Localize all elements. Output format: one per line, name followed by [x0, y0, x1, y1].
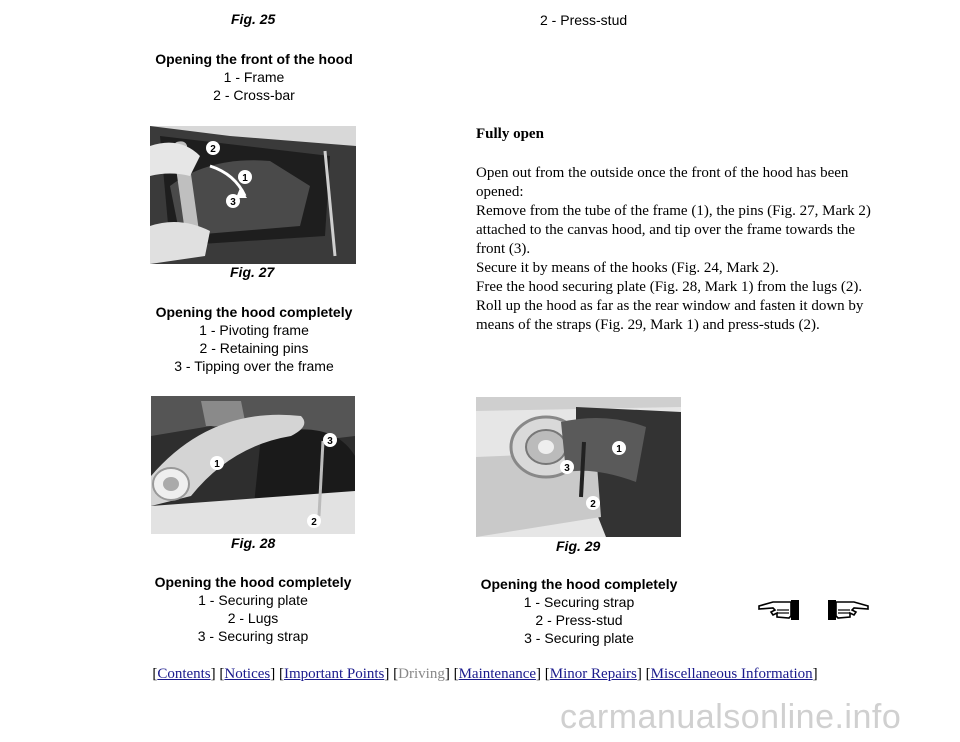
fig-27-caption — [140, 303, 368, 375]
body-line: Remove from the tube of the frame (1), the pins (Fig. 27, Mark 2) — [476, 203, 871, 219]
fig-29-caption-item: 1 - Securing strap — [523, 594, 635, 610]
fig-27-caption-item: 1 - Pivoting frame — [199, 322, 309, 338]
nav-link-minor-repairs[interactable]: Minor Repairs — [549, 666, 637, 682]
fig-25-caption-item: 1 - Frame — [223, 69, 285, 85]
body-line: means of the straps (Fig. 29, Mark 1) and press-studs (2). — [476, 317, 820, 333]
fig-29-caption-item: 2 - Press-stud — [535, 612, 623, 628]
next-page-button[interactable] — [822, 594, 872, 624]
nav-link-notices[interactable]: Notices — [224, 666, 271, 682]
fig-27-marker: 1 — [242, 173, 248, 184]
fig-29-caption-title: Opening the hood completely — [480, 576, 678, 592]
nav-link-misc-info[interactable]: Miscellaneous Information — [650, 666, 813, 682]
fig-29-photo — [476, 397, 681, 537]
fig-28-photo — [151, 396, 355, 534]
fig-28-illustration — [151, 396, 355, 534]
nav-current-driving: Driving — [398, 666, 445, 682]
fig-29-label: Fig. 29 — [556, 538, 601, 554]
fig-25-label: Fig. 25 — [231, 11, 276, 27]
fig-29-marker: 1 — [616, 444, 622, 455]
fig-28-caption-item: 3 - Securing strap — [197, 628, 309, 644]
body-line: attached to the canvas hood, and tip over the frame towards the — [476, 222, 856, 238]
body-line: Secure it by means of the hooks (Fig. 24, Mark 2). — [476, 260, 779, 276]
body-paragraph — [476, 164, 916, 335]
previous-page-button[interactable] — [755, 594, 805, 624]
body-line: opened: — [476, 184, 524, 200]
section-heading: Fully open — [476, 126, 544, 142]
fig-28-caption-item: 1 - Securing plate — [198, 592, 308, 608]
fig-28-label: Fig. 28 — [231, 535, 276, 551]
nav-link-maintenance[interactable]: Maintenance — [458, 666, 537, 682]
fig-27-caption-item: 3 - Tipping over the frame — [174, 358, 334, 374]
fig-27-marker: 2 — [210, 144, 216, 155]
fig-27-illustration — [150, 126, 356, 264]
fig-28-caption — [140, 573, 366, 645]
fig-27-photo — [150, 126, 356, 264]
fig-25-caption — [140, 50, 368, 104]
fig-27-marker: 3 — [230, 197, 236, 208]
fig-28-marker: 3 — [327, 436, 333, 447]
fig-29-caption — [466, 575, 692, 647]
fig-25-caption-item: 2 - Cross-bar — [213, 87, 295, 103]
nav-link-contents[interactable]: Contents — [157, 666, 211, 682]
fig-29-marker: 2 — [590, 499, 596, 510]
fig-28-caption-title: Opening the hood completely — [154, 574, 352, 590]
fig-27-caption-item: 2 - Retaining pins — [199, 340, 309, 356]
fig-28-marker: 1 — [214, 459, 220, 470]
fig-29-marker: 3 — [564, 463, 570, 474]
fig-29-caption-item: 3 - Securing plate — [524, 630, 634, 646]
fig-27-label: Fig. 27 — [230, 264, 275, 280]
press-stud-caption: 2 - Press-stud — [540, 12, 628, 28]
pointing-hand-right-icon — [822, 594, 872, 624]
body-line: Roll up the hood as far as the rear window and fasten it down by — [476, 298, 864, 314]
bottom-navigation: [Contents] [Notices] [Important Points] [Driving] [Maintenance] [Minor Repairs] [Miscellaneous Information] — [152, 666, 818, 682]
watermark: carmanualsonline.info — [560, 698, 902, 736]
fig-27-caption-title: Opening the hood completely — [155, 304, 353, 320]
body-line: front (3). — [476, 241, 531, 257]
fig-28-caption-item: 2 - Lugs — [227, 610, 279, 626]
body-line: Open out from the outside once the front of the hood has been — [476, 165, 849, 181]
fig-28-marker: 2 — [311, 517, 317, 528]
fig-25-caption-title: Opening the front of the hood — [155, 51, 353, 67]
pointing-hand-left-icon — [755, 594, 805, 624]
fig-29-illustration — [476, 397, 681, 537]
nav-link-important-points[interactable]: Important Points — [283, 666, 385, 682]
body-line: Free the hood securing plate (Fig. 28, Mark 1) from the lugs (2). — [476, 279, 863, 295]
